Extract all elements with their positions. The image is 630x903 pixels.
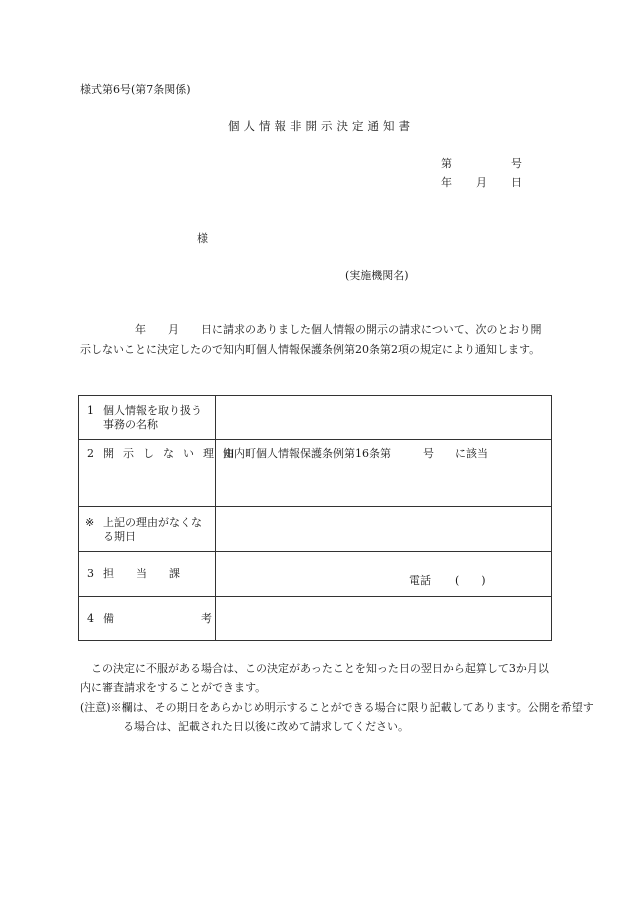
reason-text: 知内町個人情報保護条例第16条第 [223, 447, 391, 460]
note-mark: ※ [85, 516, 95, 529]
reason-go: 号 [423, 447, 434, 460]
decision-table [78, 395, 552, 641]
label-cell [79, 507, 216, 552]
label-cell [79, 597, 216, 641]
caution-note: (注意)※欄は、その期日をあらかじめ明示することができる場合に限り記載してあります。公開を希望する場合は、記載された日以後に改めて請求してください。 [80, 701, 594, 733]
table-row [79, 396, 552, 440]
value-cell [216, 552, 552, 597]
form-number: 様式第6号(第7条関係) [80, 83, 191, 96]
label-line: 上記の理由がなくな [103, 516, 202, 529]
table-row [79, 507, 552, 552]
row-number: 1 [87, 404, 94, 417]
label-cell [79, 552, 216, 597]
number-go: 号 [511, 157, 522, 170]
date-day: 日 [511, 176, 522, 189]
label-text: 考 [201, 612, 212, 625]
date-month: 月 [476, 176, 487, 189]
label-line: 個人情報を取り扱う [103, 404, 202, 417]
value-cell [216, 440, 552, 507]
label-line: 事務の名称 [103, 418, 158, 431]
value-cell [216, 396, 552, 440]
label-text: 開示しない理由 [103, 447, 243, 460]
table-row [79, 440, 552, 507]
label-text: 担 当 課 [103, 567, 180, 580]
row-number: 3 [87, 567, 94, 580]
date-year: 年 [441, 176, 452, 189]
reason-tail: に該当 [455, 447, 488, 460]
label-text: 備 [103, 612, 114, 625]
agency-name: (実施機関名) [345, 269, 409, 282]
document-title: 個人情報非開示決定通知書 [228, 119, 414, 133]
table-row [79, 552, 552, 597]
body-paragraph: 年 月 日に請求のありました個人情報の開示の請求について、次のとおり開示しないことに決定したので知内町個人情報保護条例第20条第2項の規定により通知します。 [80, 323, 542, 356]
addressee-sama: 様 [197, 232, 208, 245]
number-dai: 第 [441, 157, 452, 170]
label-cell [79, 396, 216, 440]
label-line: る期日 [103, 530, 136, 543]
phone-label: 電話 [409, 574, 431, 587]
table-row [79, 597, 552, 641]
value-cell [216, 597, 552, 641]
row-number: 2 [87, 447, 94, 460]
label-cell [79, 440, 243, 507]
value-cell [216, 507, 552, 552]
row-number: 4 [87, 612, 94, 625]
phone-parens: ( ) [455, 574, 486, 587]
appeal-note: この決定に不服がある場合は、この決定があったことを知った日の翌日から起算して3か月以内に審査請求をすることができます。 [80, 662, 549, 694]
